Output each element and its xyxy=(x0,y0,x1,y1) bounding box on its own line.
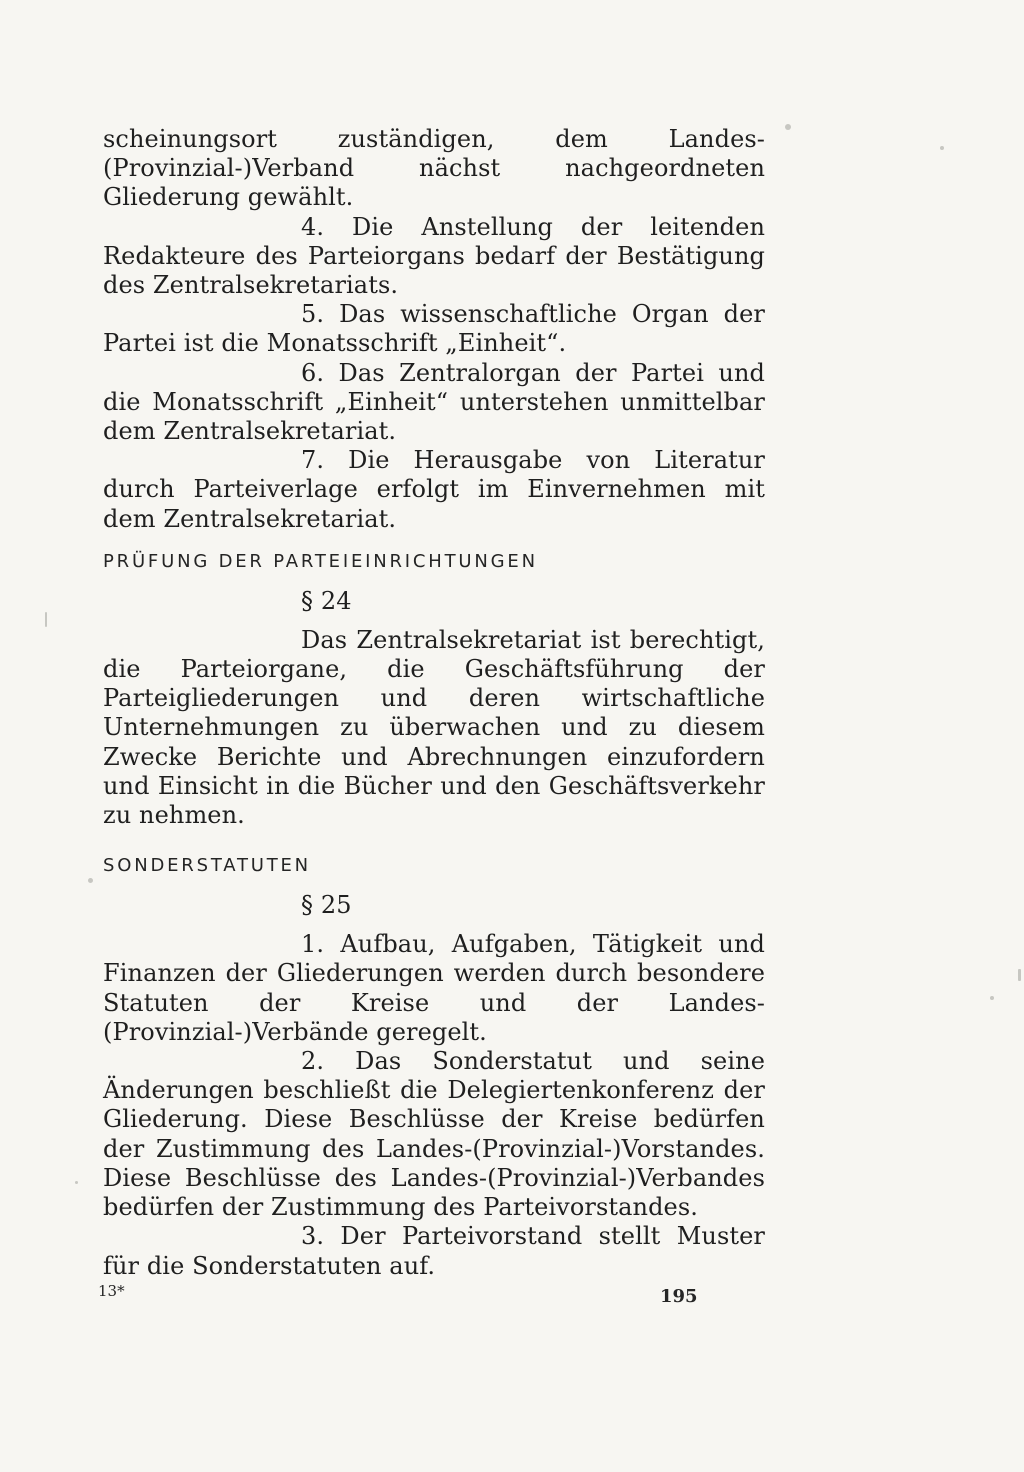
paragraph-item-5: 5. Das wissenschaftliche Organ der Partei ist die Monatsschrift „Einheit“. xyxy=(103,300,765,358)
paragraph-item-1: 1. Aufbau, Aufgaben, Tätigkeit und Finanzen der Gliederungen werden durch besondere Statuten der Kreise und der Landes-(Provinzial-)Verbände geregelt. xyxy=(103,930,765,1046)
paper-speck xyxy=(1018,969,1021,981)
paper-speck xyxy=(75,1181,78,1184)
section-number-24: § 24 xyxy=(301,586,352,615)
paper-speck xyxy=(45,612,47,627)
page-number: 195 xyxy=(660,1286,698,1307)
signature-mark: 13* xyxy=(98,1282,125,1300)
paper-speck xyxy=(990,996,994,1000)
section-number-25: § 25 xyxy=(301,891,352,920)
paragraph-continuation: scheinungsort zuständigen, dem Landes-(Provinzial-)Verband nächst nachgeordneten Gliederung gewählt. xyxy=(103,125,765,212)
paragraph-item-4: 4. Die Anstellung der leitenden Redakteure des Parteiorgans bedarf der Bestätigung des Zentralsekretariats. xyxy=(103,212,765,300)
document-body xyxy=(103,125,765,1281)
paragraph-item-3: 3. Der Parteivorstand stellt Muster für die Sonderstatuten auf. xyxy=(103,1222,765,1280)
paragraph-item-6: 6. Das Zentralorgan der Partei und die Monatsschrift „Einheit“ unterstehen unmittelbar dem Zentralsekretariat. xyxy=(103,358,765,446)
section-heading-pruefung: PRÜFUNG DER PARTEIEINRICHTUNGEN xyxy=(103,550,538,572)
paragraph-section-24: Das Zentralsekretariat ist berechtigt, die Parteiorgane, die Geschäftsführung der Parteigliederungen und deren wirtschaftliche Unternehmungen zu überwachen und zu diesem Zwecke Berichte und Abrechnungen einzufordern und Einsicht in die Bücher und den Geschäftsverkehr zu nehmen. xyxy=(103,625,765,830)
paragraph-item-2: 2. Das Sonderstatut und seine Änderungen beschließt die Delegiertenkonferenz der Gliederung. Diese Beschlüsse der Kreise bedürfen der Zustimmung des Landes-(Provinzial-)Vorstandes. Diese Beschlüsse des Landes-(Provinzial-)Verbandes bedürfen der Zustimmung des Parteivorstandes. xyxy=(103,1047,765,1222)
paper-speck xyxy=(940,146,944,150)
paper-speck xyxy=(88,878,93,883)
paragraph-item-7: 7. Die Herausgabe von Literatur durch Parteiverlage erfolgt im Einvernehmen mit dem Zentralsekretariat. xyxy=(103,446,765,533)
paper-speck xyxy=(785,124,791,130)
section-heading-sonderstatuten: SONDERSTATUTEN xyxy=(103,855,311,877)
